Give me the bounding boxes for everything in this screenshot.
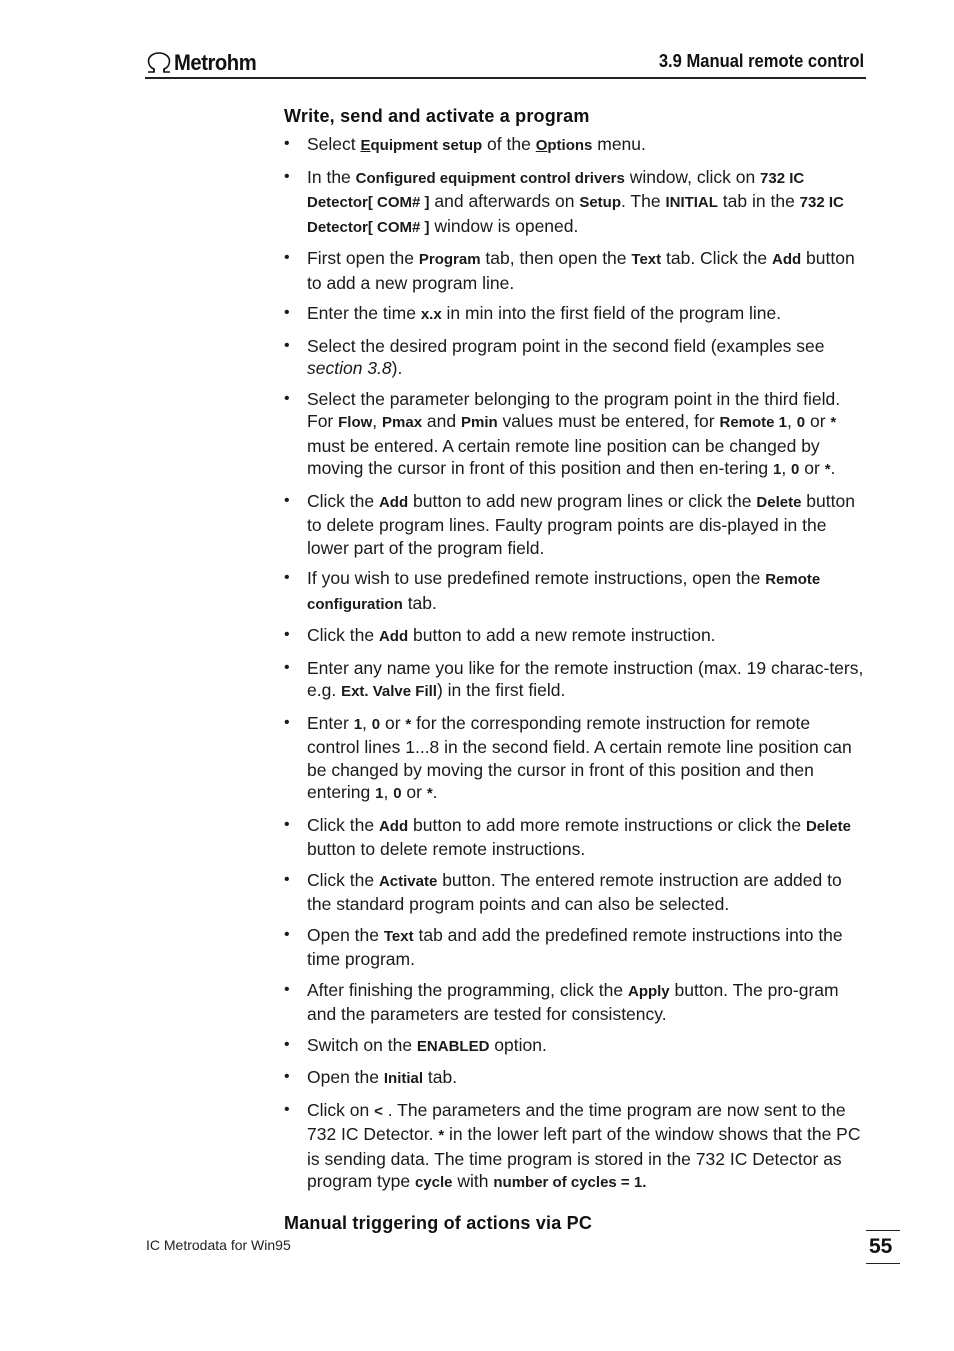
text-run: First open the: [307, 248, 419, 268]
ui-term: quipment setup: [370, 137, 483, 154]
text-run: button to delete program lines. Faulty program points are dis-played in the lower part of the program field.: [307, 490, 855, 558]
ui-term: Text: [383, 927, 414, 945]
text-run: After finishing the programming, click the: [307, 979, 628, 1000]
text-run: ,: [362, 712, 372, 733]
ui-term: Delete: [805, 817, 851, 835]
ui-term: Flow: [338, 414, 373, 431]
ui-term: Initial: [383, 1070, 424, 1087]
ui-term: Activate: [378, 872, 438, 890]
text-run: . The parameters and the time program are now sent to the 732 IC Detector.: [307, 1099, 846, 1144]
list-item: [284, 657, 864, 704]
text-run: button to add a new program line.: [307, 248, 855, 293]
ui-term: O: [535, 137, 548, 154]
text-run: button. The entered remote instruction are added to the standard program points and can also be selected.: [307, 869, 842, 914]
text-run: button to add more remote instructions or click the: [408, 814, 806, 835]
text-run: values must be entered, for: [497, 411, 720, 431]
list-item: [284, 166, 864, 240]
section-heading: Write, send and activate a program: [284, 106, 590, 126]
header-rule: [145, 77, 866, 79]
ui-term: *: [426, 785, 433, 802]
text-run: or: [799, 458, 825, 478]
text-run: must be entered. A certain remote line position can be changed by moving the cursor in front of this position and then en-tering: [307, 435, 820, 478]
ui-term: 1: [772, 461, 782, 478]
page-number: 55: [869, 1235, 893, 1258]
list-item: [284, 302, 864, 327]
text-run: with: [452, 1171, 494, 1191]
text-run: window, click on: [624, 166, 761, 187]
text-run: Click the: [307, 814, 379, 835]
text-run: option.: [489, 1034, 547, 1055]
ui-term: Text: [631, 251, 662, 268]
text-run: tab and add the predefined remote instructions into the time program.: [307, 924, 843, 969]
list-item: [284, 1066, 864, 1091]
list-item: [284, 624, 864, 649]
main-content: [284, 106, 864, 1234]
ui-term: *: [830, 414, 837, 431]
ui-term: Configured equipment control drivers: [355, 169, 625, 187]
ui-term: 0: [796, 414, 806, 431]
text-run: ,: [781, 458, 792, 478]
ui-term: Add: [378, 817, 409, 835]
text-run: Select the parameter belonging to the program point in the third field. For: [307, 388, 841, 431]
ui-term: x.x: [420, 306, 442, 323]
ui-term: Add: [378, 628, 409, 645]
ui-term: Apply: [627, 982, 670, 1000]
text-run: button to add new program lines or click the: [408, 490, 757, 511]
list-item: [284, 979, 864, 1026]
text-run: tab. Click the: [661, 248, 773, 268]
ui-term: number of cycles = 1.: [493, 1174, 647, 1191]
ui-term: 0: [371, 715, 381, 733]
ui-term: <: [374, 1102, 383, 1120]
ui-term: Program: [418, 251, 481, 268]
text-run: and afterwards on: [429, 191, 580, 211]
list-item: [284, 1099, 864, 1195]
text-run: In the: [307, 166, 356, 187]
omega-icon: [145, 51, 173, 75]
text-run: window is opened.: [429, 215, 579, 236]
text-run: button to add a new remote instruction.: [408, 625, 716, 645]
logo-text: Metrohm: [174, 50, 257, 75]
text-run: tab, then open the: [480, 248, 632, 268]
text-run: Enter the time: [307, 303, 421, 323]
text-run: ,: [383, 782, 394, 802]
ui-term: *: [824, 461, 831, 478]
ui-term: 1: [353, 715, 363, 733]
text-run: Click the: [307, 869, 379, 890]
ui-term: Pmin: [461, 414, 498, 431]
list-item: [284, 1034, 864, 1059]
ui-term: 732 IC Detector[ COM# ]: [307, 194, 844, 236]
list-item: [284, 814, 864, 861]
instruction-list: [284, 133, 864, 1195]
ui-term: Pmax: [382, 414, 423, 431]
metrohm-logo: [145, 50, 263, 76]
list-item: [284, 869, 864, 916]
header-section-title: 3.9 Manual remote control: [658, 51, 864, 71]
ui-term: 1: [375, 785, 384, 802]
list-item: [284, 490, 864, 560]
list-item: [284, 712, 864, 806]
list-item: [284, 335, 864, 380]
list-item: [284, 567, 864, 616]
text-run: or: [380, 712, 406, 733]
ui-term: *: [405, 715, 412, 733]
text-run: Open the: [307, 924, 384, 945]
ui-term: INITIAL: [665, 194, 718, 211]
text-run: If you wish to use predefined remote instructions, open the: [307, 568, 766, 588]
text-run: button to delete remote instructions.: [307, 839, 586, 859]
ui-term: Ext. Valve Fill: [341, 683, 437, 700]
ui-term: cycle: [414, 1174, 453, 1191]
text-run: in the lower left part of the window shows that the PC is sending data. The time program is stored in the 732 IC Detector as program type: [307, 1124, 861, 1191]
text-run: Click the: [307, 625, 379, 645]
ui-term: Add: [772, 251, 802, 268]
ui-term: Add: [378, 493, 409, 511]
ui-term: Remote 1: [719, 414, 788, 431]
text-run: .: [830, 458, 836, 478]
page-header: [145, 44, 866, 78]
list-item: [284, 133, 864, 158]
ui-term: 0: [791, 461, 800, 478]
page-number-box: [866, 1230, 900, 1264]
text-run: Select the desired program point in the second field (examples see: [307, 335, 825, 356]
text-run: Enter any name you like for the remote instruction (max. 19 charac-ters, e.g.: [307, 657, 864, 700]
text-run: tab.: [402, 592, 437, 613]
section-heading-2: Manual triggering of actions via PC: [284, 1212, 593, 1233]
ui-term: Delete: [756, 493, 802, 511]
text-run: . The: [621, 191, 666, 211]
text-run: Select: [307, 134, 361, 154]
ui-term: Remote configuration: [307, 571, 821, 613]
text-run: .: [432, 782, 438, 802]
ui-term: section 3.8: [307, 358, 392, 378]
text-run: ).: [391, 358, 403, 378]
text-run: Click the: [307, 490, 379, 511]
text-run: ) in the first field.: [436, 680, 566, 700]
text-run: or: [805, 411, 831, 431]
ui-term: 0: [393, 785, 402, 802]
text-run: in min into the first field of the program line.: [441, 303, 782, 323]
text-run: ,: [787, 411, 797, 431]
ui-term: 732 IC Detector[ COM# ]: [307, 169, 805, 211]
text-run: and: [422, 411, 461, 431]
text-run: or: [401, 782, 427, 802]
text-run: tab in the: [717, 191, 800, 211]
text-run: Switch on the: [307, 1034, 417, 1055]
ui-term: E: [360, 137, 371, 154]
list-item: [284, 924, 864, 971]
text-run: of the: [482, 134, 536, 154]
list-item: [284, 388, 864, 482]
text-run: Enter: [307, 712, 354, 733]
ui-term: ptions: [547, 137, 593, 154]
ui-term: *: [438, 1127, 445, 1144]
list-item: [284, 247, 864, 294]
text-run: ,: [372, 411, 383, 431]
text-run: Open the: [307, 1067, 384, 1087]
text-run: menu.: [592, 134, 646, 154]
footer-doc-title: IC Metrodata for Win95: [146, 1237, 291, 1253]
text-run: Click on: [307, 1099, 375, 1120]
ui-term: ENABLED: [416, 1037, 490, 1055]
text-run: for the corresponding remote instruction for remote control lines 1...8 in the second field. A certain remote line position can be changed by moving the cursor in front of this position and then entering: [307, 712, 852, 802]
text-run: button. The pro-gram and the parameters are tested for consistency.: [307, 979, 839, 1024]
ui-term: Setup: [579, 194, 621, 211]
text-run: tab.: [423, 1067, 458, 1087]
